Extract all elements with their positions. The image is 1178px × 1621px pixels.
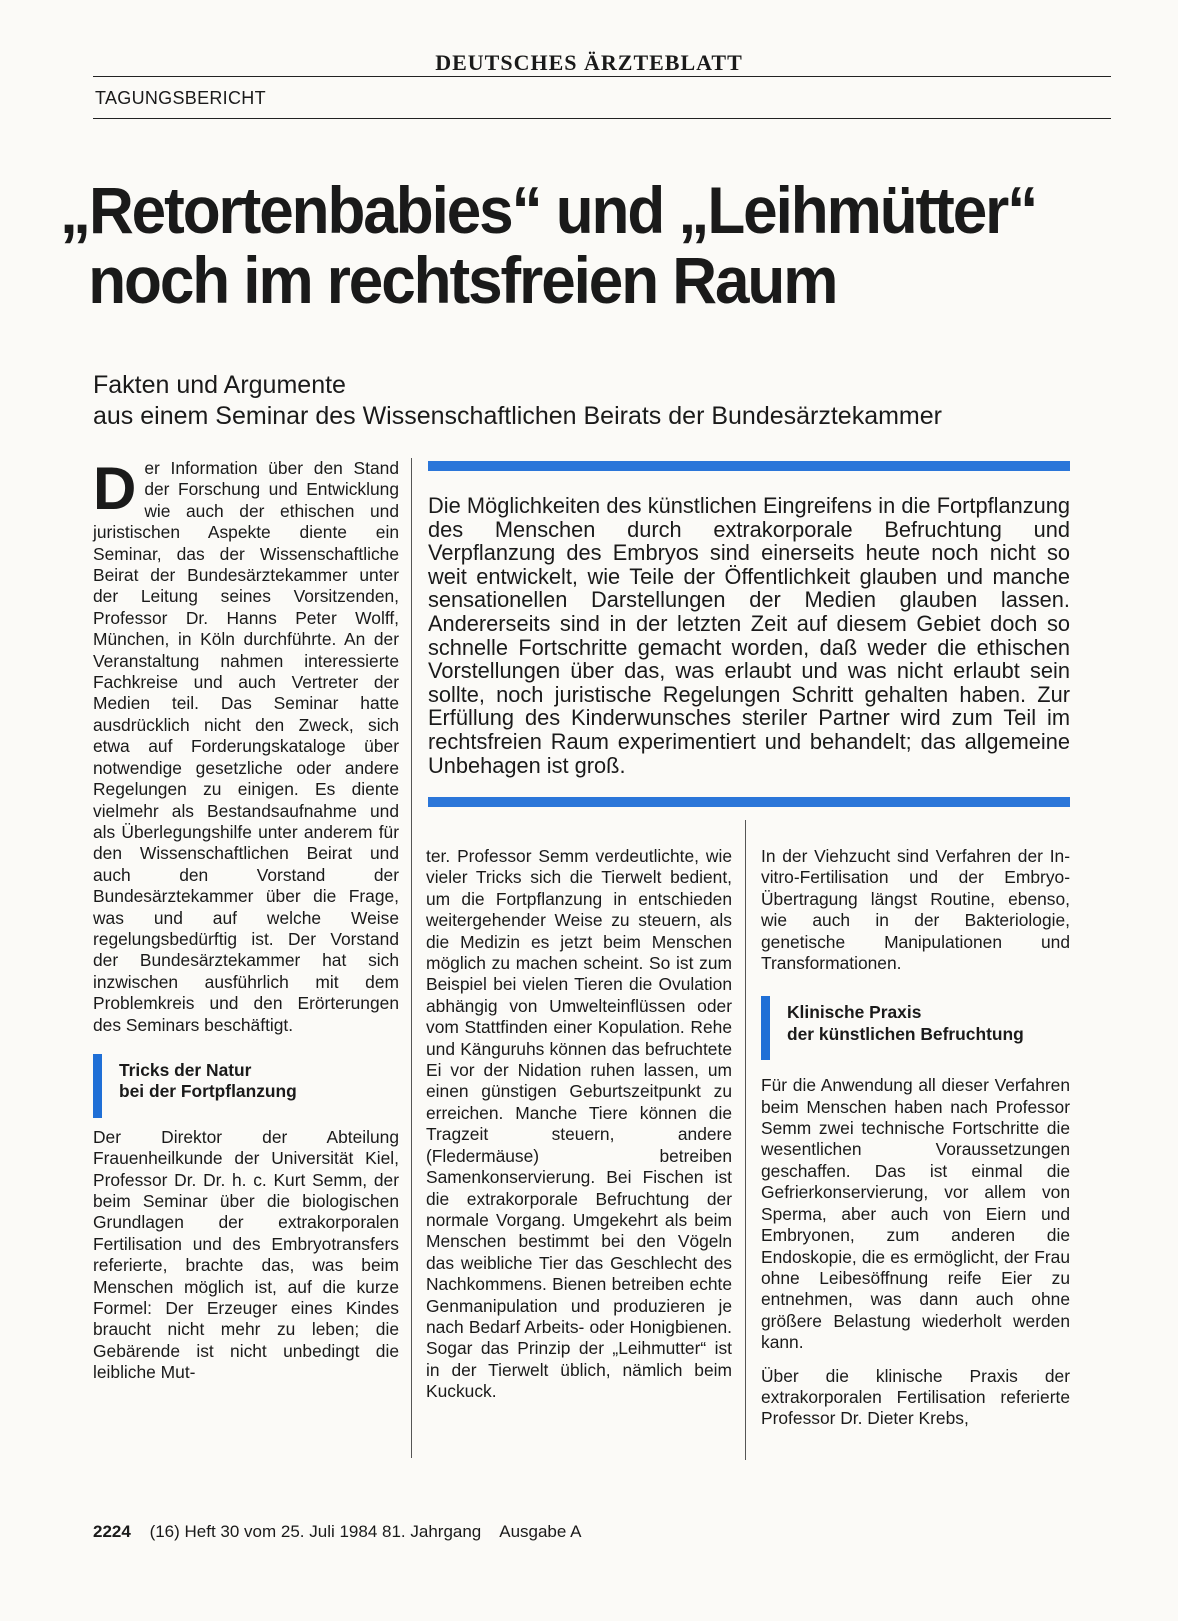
paragraph: Über die klinische Praxis der extrakorporalen Fertilisation referierte Professor Dr. Dieter Krebs, bbox=[761, 1365, 1070, 1429]
subheading-klinische-praxis bbox=[761, 1002, 1070, 1045]
headline-line-2: noch im rechtsfreien Raum bbox=[88, 243, 837, 317]
paragraph: ter. Professor Semm verdeutlichte, wie vieler Tricks sich die Tierwelt bedient, um die Fortpflanzung in entschieden weitergehender Weise zu steuern, als die Medizin es jetzt beim Menschen möglich zu machen scheint. So ist zum Beispiel bei vielen Tieren die Ovulation abhängig von Umwelteinflüssen oder vom Stattfinden einer Kopulation. Rehe und Känguruhs können das befruchtete Ei vor der Nidation ruhen lassen, um einen günstigen Geburtszeitpunkt zu erreichen. Manche Tiere können die Tragzeit steuern, andere (Fledermäuse) betreiben Samenkonservierung. Bei Fischen ist die extrakorporale Befruchtung der normale Vorgang. Umgekehrt als beim Menschen bestimmt bei den Vögeln das weibliche Tier das Geschlecht des Nachkommens. Bienen betreiben echte Genmanipulation und produzieren je nach Bedarf Arbeits- oder Honigbienen. Sogar das Prinzip der „Leihmutter“ ist in der Tierwelt üblich, nämlich beim Kuckuck. bbox=[426, 846, 732, 1402]
article-column-1 bbox=[93, 455, 399, 1384]
section-rule bbox=[93, 118, 1111, 119]
subheading-tricks bbox=[93, 1060, 399, 1103]
issue-info: (16) Heft 30 vom 25. Juli 1984 81. Jahrgang bbox=[149, 1522, 482, 1541]
subheading-line-1: Klinische Praxis bbox=[787, 1002, 922, 1023]
headline bbox=[60, 175, 1075, 315]
headline-line-1: „Retortenbabies“ und „Leihmütter“ bbox=[60, 173, 1037, 247]
subtitle-line-1: Fakten und Argumente bbox=[93, 371, 346, 399]
drop-cap: D bbox=[93, 455, 137, 522]
teaser-text: Die Möglichkeiten des künstlichen Eingreifens in die Fortpflanzung des Menschen durch extrakorporale Befruchtung und Verpflanzung des Embryos sind einerseits heute noch nicht so weit entwickelt, wie Teile der Öffentlichkeit glauben und manche sensationellen Darstellungen der Medien glauben lassen. Andererseits sind in der letzten Zeit auf diesem Gebiet doch so schnelle Fortschritte gemacht worden, daß weder die ethischen Vorstellungen über das, was erlaubt und was nicht erlaubt sein sollte, noch juristische Regelungen Schritt gehalten haben. Zur Erfüllung des Kinderwunsches steriler Partner wird zum Teil im rechtsfreien Raum experimentiert und behandelt; das allgemeine Unbehagen ist groß. bbox=[428, 493, 1070, 778]
masthead-rule bbox=[93, 76, 1111, 77]
paragraph: In der Viehzucht sind Verfahren der In-vitro-Fertilisation und der Embryo-Übertragung längst Routine, ebenso, wie auch in der Bakteriologie, genetische Manipulationen und Transformationen. bbox=[761, 846, 1070, 974]
column-divider bbox=[745, 820, 746, 1460]
teaser-top-bar bbox=[428, 461, 1070, 471]
paragraph: Der Direktor der Abteilung Frauenheilkunde der Universität Kiel, Professor Dr. Dr. h. c. Kurt Semm, der beim Seminar über die biologischen Grundlagen der extrakorporalen Fertilisation und des Embryotransfers referierte, brachte das, was beim Menschen möglich ist, auf die kurze Formel: Der Erzeuger eines Kindes braucht nicht mehr zu leben; die Gebärende ist nicht unbedingt die leibliche Mut- bbox=[93, 1126, 399, 1383]
article-column-2 bbox=[426, 846, 732, 1403]
edition-label: Ausgabe A bbox=[499, 1522, 582, 1541]
section-label: TAGUNGSBERICHT bbox=[95, 88, 266, 108]
subheading-line-2: der künstlichen Befruchtung bbox=[787, 1023, 1024, 1044]
subheading-line-2: bei der Fortpflanzung bbox=[119, 1081, 297, 1102]
column-divider bbox=[411, 458, 412, 1458]
paragraph: Für die Anwendung all dieser Verfahren beim Menschen haben nach Professor Semm zwei technische Fortschritte die wesentlichen Voraussetzungen geschaffen. Das ist einmal die Gefrierkonservierung, vor allem von Sperma, aber auch von Eiern und Embryonen, zum anderen die Endoskopie, die es ermöglicht, der Frau ohne Leibesöffnung reife Eier zu entnehmen, was dann auch ohne größere Belastung wiederholt werden kann. bbox=[761, 1075, 1070, 1353]
teaser-bottom-bar bbox=[428, 797, 1070, 807]
subtitle bbox=[93, 370, 942, 432]
subtitle-line-2: aus einem Seminar des Wissenschaftlichen Beirats der Bundesärztekammer bbox=[93, 402, 942, 430]
masthead: DEUTSCHES ÄRZTEBLATT bbox=[435, 50, 743, 75]
intro-text: er Information über den Stand der Forschung und Entwicklung wie auch der ethischen und juristischen Aspekte diente ein Seminar, das der Wissenschaftliche Beirat der Bundesärztekammer unter der Leitung seines Vorsitzenden, Professor Dr. Hanns Peter Wolff, München, in Köln durchführte. An der Veranstaltung nahmen interessierte Fachkreise und auch Vertreter der Medien teil. Das Seminar hatte ausdrücklich nicht den Zweck, sich etwa auf Forderungskataloge über notwendige gesetzliche oder andere Regelungen zu einigen. Es diente vielmehr als Bestandsaufnahme und als Überlegungshilfe unter anderem für den Wissenschaftlichen Beirat und auch den Vorstand der Bundesärztekammer über die Frage, was und auf welche Weise regelungsbedürftig ist. Der Vorstand der Bundesärztekammer hat sich inzwischen ausführlich mit dem Problemkreis und den Erörterungen des Seminars beschäftigt. bbox=[93, 458, 399, 1035]
subheading-marker bbox=[93, 1054, 102, 1118]
subheading-line-1: Tricks der Natur bbox=[119, 1059, 252, 1080]
page-number: 2224 bbox=[93, 1522, 131, 1541]
subheading-marker bbox=[761, 996, 770, 1060]
page-footer bbox=[93, 1522, 581, 1542]
article-column-3 bbox=[761, 846, 1070, 1430]
intro-paragraph bbox=[93, 455, 399, 1036]
